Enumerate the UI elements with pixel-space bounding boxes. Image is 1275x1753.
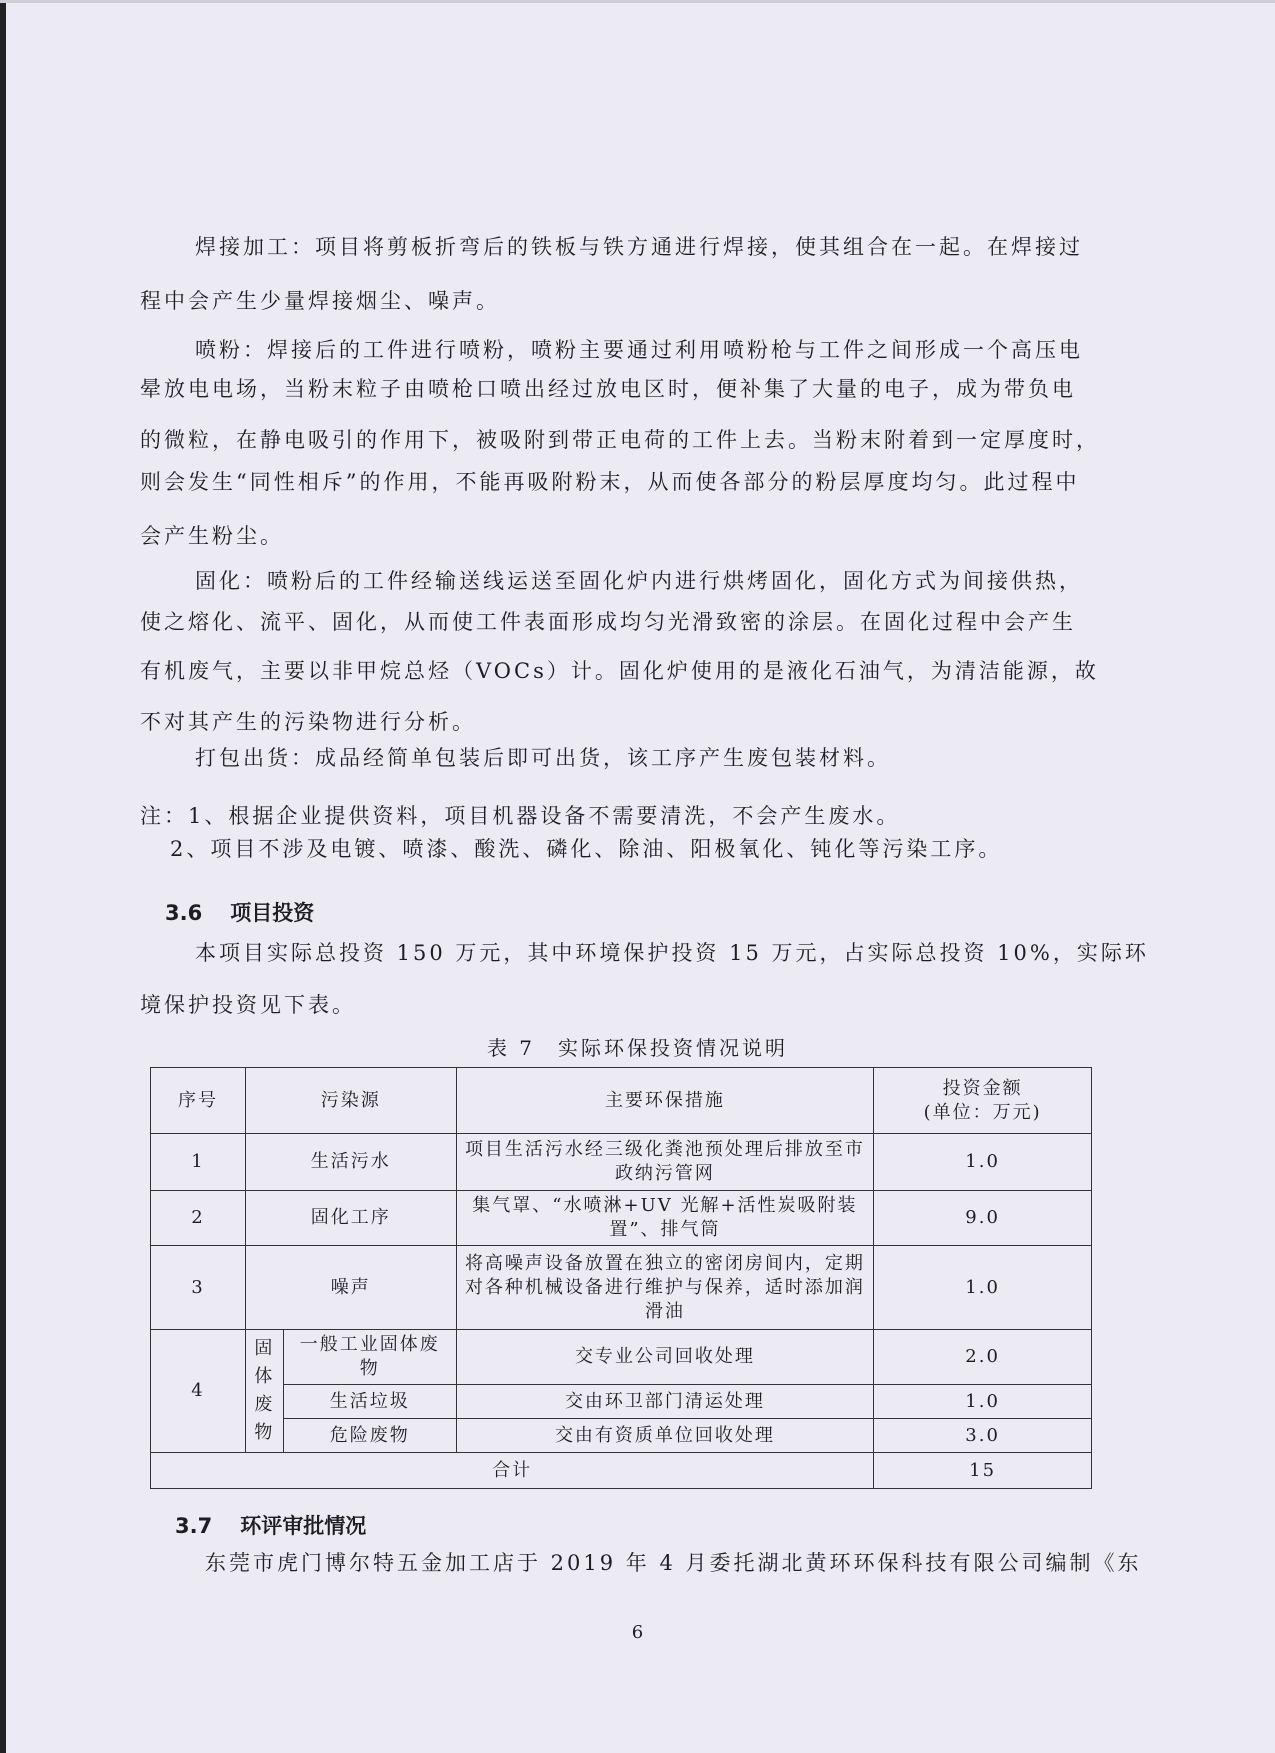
cell-source: 一般工业固体废物 [283,1330,456,1385]
cell-measure: 交由有资质单位回收处理 [456,1419,874,1453]
paragraph-line: 有机废气，主要以非甲烷总烃（VOCs）计。固化炉使用的是液化石油气，为清洁能源，故 [140,659,1099,683]
cell-measure: 集气罩、“水喷淋+UV 光解+活性炭吸附装置”、排气筒 [456,1191,874,1246]
header-amount [874,1068,1092,1134]
paragraph-line: 本项目实际总投资 150 万元，其中环境保护投资 15 万元，占实际总投资 10%，实际环 [195,941,1149,965]
cell-amount: 3.0 [874,1419,1092,1453]
cell-amount: 2.0 [874,1330,1092,1385]
cell-amount: 1.0 [874,1385,1092,1419]
cell-source: 危险废物 [283,1419,456,1453]
paragraph-line: 固化：喷粉后的工件经输送线运送至固化炉内进行烘烤固化，固化方式为间接供热， [195,569,1083,593]
cell-measure: 交专业公司回收处理 [456,1330,874,1385]
cell-amount: 1.0 [874,1246,1092,1330]
paragraph-line: 会产生粉尘。 [140,524,284,548]
group-char: 废 [254,1394,275,1415]
section-number: 3.7 [175,1514,213,1538]
section-title: 项目投资 [230,901,315,925]
paragraph-line: 打包出货：成品经简单包装后即可出货，该工序产生废包装材料。 [195,746,891,770]
group-char: 体 [254,1366,275,1387]
cell-measure: 项目生活污水经三级化粪池预处理后排放至市政纳污管网 [456,1134,874,1191]
group-char: 物 [254,1422,275,1443]
cell-no: 1 [151,1134,246,1191]
cell-no: 3 [151,1246,246,1330]
cell-source: 生活污水 [245,1134,456,1191]
paragraph-line: 使之熔化、流平、固化，从而使工件表面形成均匀光滑致密的涂层。在固化过程中会产生 [140,610,1076,634]
paragraph-line: 晕放电电场，当粉末粒子由喷枪口喷出经过放电区时，便补集了大量的电子，成为带负电 [140,377,1076,401]
cell-total-label: 合计 [151,1453,874,1489]
section-title: 环评审批情况 [240,1514,367,1538]
header-measure: 主要环保措施 [456,1068,874,1134]
scan-edge [0,0,6,1753]
table-total-row [151,1453,1092,1489]
paragraph-line: 喷粉：焊接后的工件进行喷粉，喷粉主要通过利用喷粉枪与工件之间形成一个高压电 [195,338,1083,362]
header-amount-line: 投资金额 [942,1077,1023,1099]
paragraph-line: 不对其产生的污染物进行分析。 [140,710,476,734]
cell-source: 噪声 [245,1246,456,1330]
note-line: 2、项目不涉及电镀、喷漆、酸洗、磷化、除油、阳极氧化、钝化等污染工序。 [170,837,1003,861]
section-heading [165,897,314,927]
paragraph-line: 焊接加工：项目将剪板折弯后的铁板与铁方通进行焊接，使其组合在一起。在焊接过 [195,235,1083,259]
cell-measure: 将高噪声设备放置在独立的密闭房间内，定期对各种机械设备进行维护与保养，适时添加润滑油 [456,1246,874,1330]
table-row [151,1134,1092,1191]
header-source: 污染源 [245,1068,456,1134]
table-row [151,1330,1092,1385]
cell-source: 生活垃圾 [283,1385,456,1419]
cell-solid-waste-group [245,1330,283,1453]
group-char: 固 [254,1338,275,1359]
investment-table [150,1067,1092,1489]
table-row [151,1419,1092,1453]
cell-total-amount: 15 [874,1453,1092,1489]
paragraph-line: 则会发生“同性相斥”的作用，不能再吸附粉末，从而使各部分的粉层厚度均匀。此过程中 [140,470,1080,494]
cell-no: 4 [151,1330,246,1453]
note-line: 注：1、根据企业提供资料，项目机器设备不需要清洗，不会产生废水。 [140,804,901,828]
table-header-row [151,1068,1092,1134]
section-heading [175,1510,366,1540]
header-amount-unit: (单位：万元) [923,1101,1042,1123]
paragraph-line: 东莞市虎门博尔特五金加工店于 2019 年 4 月委托湖北黄环环保科技有限公司编制《东 [205,1551,1142,1575]
cell-amount: 9.0 [874,1191,1092,1246]
paragraph-line: 的微粒，在静电吸引的作用下，被吸附到带正电荷的工件上去。当粉末附着到一定厚度时， [140,428,1100,452]
header-no: 序号 [151,1068,246,1134]
cell-source: 固化工序 [245,1191,456,1246]
table-row [151,1385,1092,1419]
table-row [151,1246,1092,1330]
paragraph-line: 程中会产生少量焊接烟尘、噪声。 [140,289,500,313]
paragraph-line: 境保护投资见下表。 [140,993,356,1017]
table-row [151,1191,1092,1246]
cell-measure: 交由环卫部门清运处理 [456,1385,874,1419]
cell-amount: 1.0 [874,1134,1092,1191]
scan-edge-top [0,0,1275,3]
cell-no: 2 [151,1191,246,1246]
table-caption: 表 7 实际环保投资情况说明 [486,1036,789,1060]
page-number: 6 [631,1622,644,1643]
section-number: 3.6 [165,901,203,925]
